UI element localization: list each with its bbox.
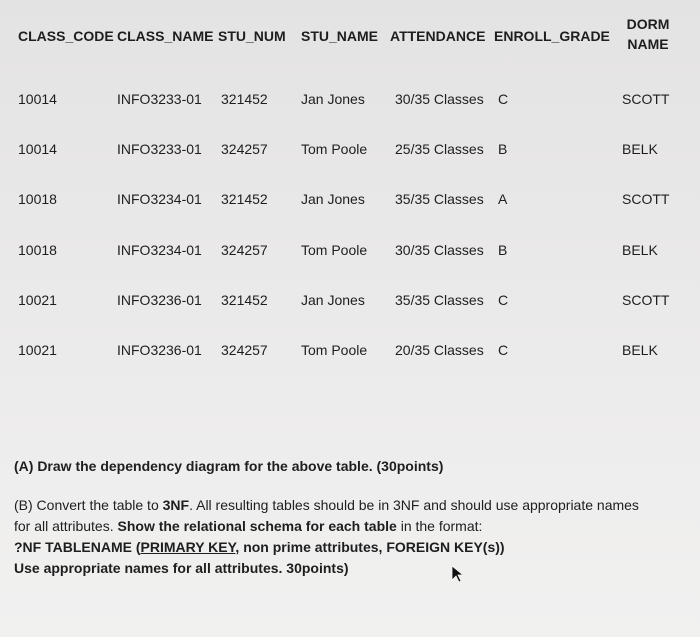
question-last-line: Use appropriate names for all attributes. 30points) [14,560,349,576]
cell-class-code: 10018 [18,191,57,207]
cell-grade: C [498,292,509,308]
header-stu-num: STU_NUM [218,28,286,44]
header-dorm: DORM [626,16,670,32]
cell-attendance: 35/35 Classes [395,292,484,308]
cell-dorm: SCOTT [622,191,670,207]
cell-dorm: BELK [622,242,658,258]
cell-class-name: INFO3234-01 [117,191,202,207]
cell-grade: B [498,141,508,157]
cell-stu-name: Tom Poole [301,141,368,157]
cell-attendance: 30/35 Classes [395,91,484,107]
format-primary-key: PRIMARY KEY [140,539,236,555]
cursor-arrow-icon [449,564,467,584]
cell-grade: C [498,91,509,107]
cell-dorm: BELK [622,141,658,157]
cell-class-code: 10021 [18,292,57,308]
cell-stu-num: 321452 [221,292,268,308]
cell-dorm: SCOTT [622,292,670,308]
cell-stu-num: 324257 [221,242,268,258]
header-attendance: ATTENDANCE [390,28,486,44]
cell-class-name: INFO3236-01 [117,292,202,308]
cell-stu-name: Tom Poole [301,342,368,358]
cell-attendance: 35/35 Classes [395,191,484,207]
question-b-line2-intro: for all attributes. [14,518,118,534]
question-a-text: (A) Draw the dependency diagram for the above table. (30points) [14,458,444,474]
cell-stu-num: 324257 [221,342,268,358]
header-enroll-grade: ENROLL_GRADE [494,28,610,44]
header-class-code: CLASS_CODE [18,28,114,44]
cell-grade: C [498,342,509,358]
question-b-line2-rest: in the format: [396,518,483,534]
question-a [14,456,443,477]
cell-class-code: 10014 [18,91,57,107]
question-b-line2-bold: Show the relational schema for each table [117,518,397,534]
cell-class-name: INFO3233-01 [117,141,202,157]
header-dorm-name [620,14,676,54]
cell-class-code: 10021 [18,342,57,358]
cell-class-name: INFO3234-01 [117,242,202,258]
cell-class-name: INFO3233-01 [117,91,202,107]
question-b-3nf: 3NF [162,497,190,513]
cell-class-code: 10018 [18,242,57,258]
question-b-intro: (B) Convert the table to [14,497,163,513]
question-b [14,495,698,579]
format-prefix: ?NF TABLENAME ( [14,539,141,555]
cell-stu-num: 321452 [221,91,268,107]
question-b-rest: . All resulting tables should be in 3NF and should use appropriate names [189,497,639,513]
cell-attendance: 25/35 Classes [395,141,484,157]
cell-dorm: BELK [622,342,658,358]
cell-dorm: SCOTT [622,91,670,107]
cell-grade: A [498,191,508,207]
cell-stu-name: Tom Poole [301,242,368,258]
format-suffix: , non prime attributes, FOREIGN KEY(s)) [235,539,505,555]
cell-stu-name: Jan Jones [301,191,365,207]
cell-grade: B [498,242,508,258]
cell-class-name: INFO3236-01 [117,342,202,358]
cell-stu-name: Jan Jones [301,292,365,308]
cell-stu-num: 321452 [221,191,268,207]
header-class-name: CLASS_NAME [117,28,214,44]
cell-attendance: 30/35 Classes [395,242,484,258]
cell-class-code: 10014 [18,141,57,157]
header-name: NAME [627,36,669,52]
format-line [14,539,505,555]
header-stu-name: STU_NAME [301,28,379,44]
cell-stu-num: 324257 [221,141,268,157]
cell-attendance: 20/35 Classes [395,342,484,358]
cell-stu-name: Jan Jones [301,91,365,107]
